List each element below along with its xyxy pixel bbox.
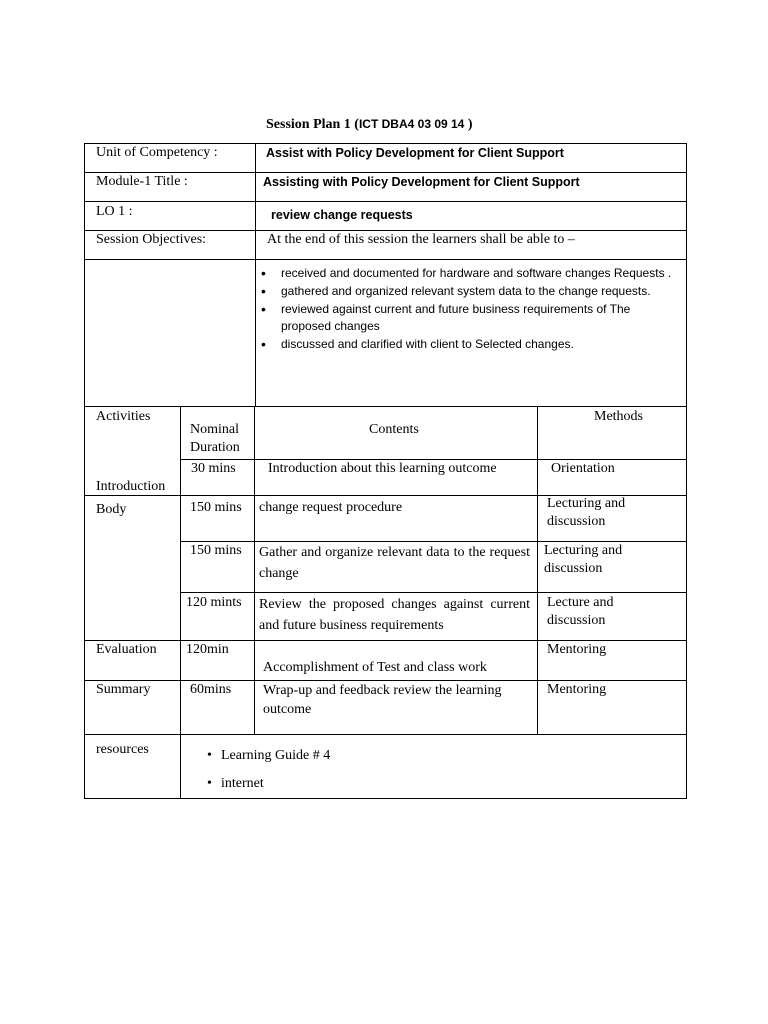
duration-cell: 120min <box>186 642 229 657</box>
activity-introduction: Introduction <box>96 479 166 494</box>
objective-item: • received and documented for hardware and software changes Requests . <box>256 265 681 282</box>
unit-of-competency-label: Unit of Competency : <box>96 145 218 160</box>
content-cell: Review the proposed changes against current and future business requirements <box>259 597 530 633</box>
page-title: Session Plan 1 (ICT DBA4 03 09 14 ) <box>266 117 473 132</box>
objective-item: • discussed and clarified with client to Selected changes. <box>256 336 681 353</box>
methods-header: Methods <box>594 409 643 424</box>
method-cell: Lecture and discussion <box>547 595 614 628</box>
duration-cell: 150 mins <box>190 543 242 558</box>
activities-header: Activities <box>96 409 151 424</box>
duration-cell: 30 mins <box>191 461 236 476</box>
content-cell: Gather and organize relevant data to the request change <box>259 545 530 581</box>
session-objectives-label: Session Objectives: <box>96 232 207 247</box>
lo-value: review change requests <box>271 208 413 222</box>
objective-item: • gathered and organized relevant system data to the change requests. <box>256 283 681 300</box>
activity-summary: Summary <box>96 682 151 697</box>
unit-of-competency-value: Assist with Policy Development for Client Support <box>266 146 564 160</box>
duration-cell: 150 mins <box>190 500 242 515</box>
resource-item: • Learning Guide # 4 <box>207 742 330 770</box>
content-cell: change request procedure <box>259 500 403 515</box>
duration-cell: 60mins <box>190 682 232 697</box>
contents-header: Contents <box>369 422 419 437</box>
method-cell: Orientation <box>551 461 615 476</box>
objective-item: • reviewed against current and future business requirements of The proposed changes <box>256 301 681 335</box>
objectives-list <box>256 265 681 353</box>
content-cell: Wrap-up and feedback review the learning outcome <box>263 683 502 717</box>
activity-evaluation: Evaluation <box>96 642 157 657</box>
lo-label: LO 1 : <box>96 204 133 219</box>
course-code: ICT DBA4 03 09 14 <box>358 117 465 131</box>
content-cell: Accomplishment of Test and class work <box>263 660 487 675</box>
nominal-duration-header: Nominal Duration <box>190 422 240 455</box>
method-cell: Mentoring <box>547 682 607 697</box>
activity-body: Body <box>96 502 127 517</box>
resources-label: resources <box>96 742 149 757</box>
method-cell: Lecturing and discussion <box>547 496 626 529</box>
resource-item: • internet <box>207 770 330 798</box>
module-title-value: Assisting with Policy Development for Client Support <box>263 175 580 189</box>
content-cell: Introduction about this learning outcome <box>268 461 497 476</box>
method-cell: Lecturing and discussion <box>544 543 623 576</box>
module-title-label: Module-1 Title : <box>96 174 188 189</box>
resources-list <box>207 742 330 798</box>
method-cell: Mentoring <box>547 642 607 657</box>
duration-cell: 120 mints <box>186 595 242 610</box>
session-objectives-intro: At the end of this session the learners shall be able to – <box>267 232 575 247</box>
